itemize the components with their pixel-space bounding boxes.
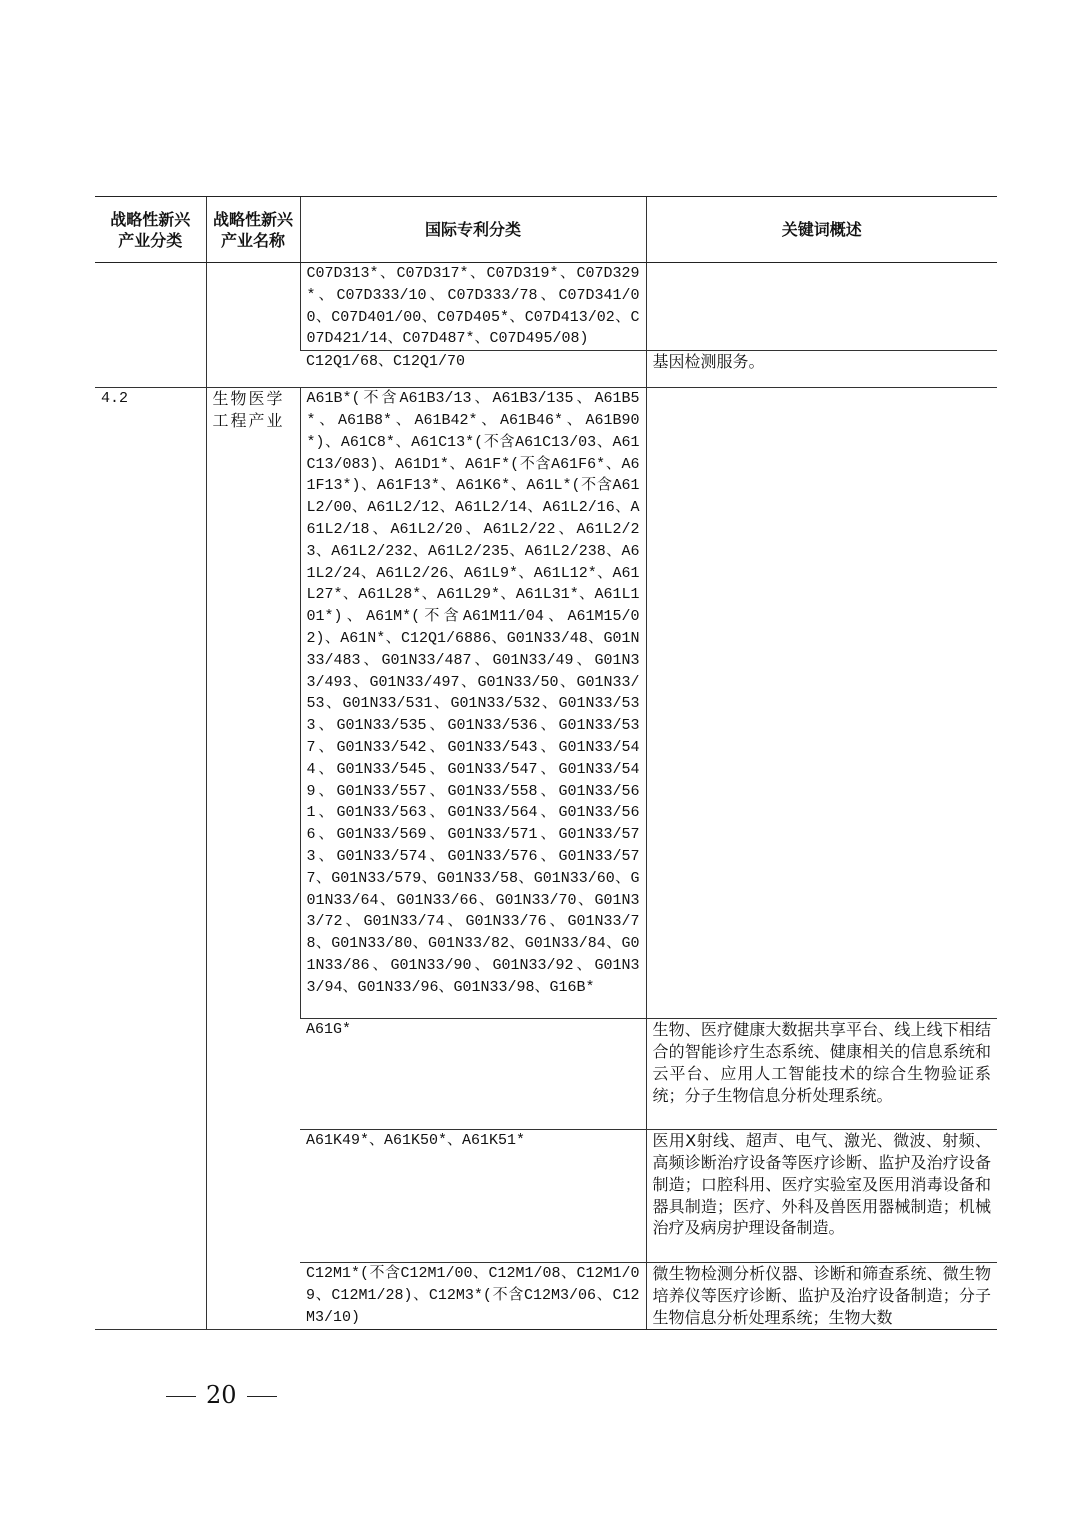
table-row [95,388,997,1019]
row-ipc-codes: C07D313*、C07D317*、C07D319*、C07D329*、C07D333/10、C07D333/78、C07D341/00、C07D401/00、C07D405*、C07D413/02、C07D421/14、C07D487*、C07D495/08) [300,263,646,351]
header-industry-name: 战略性新兴产业名称 [206,197,300,263]
row-keywords: 基因检测服务。 [646,351,997,388]
row-keywords: 医用X射线、超声、电气、激光、微波、射频、高频诊断治疗设备等医疗诊断、监护及治疗设备制造；口腔科用、医疗实验室及医用消毒设备和器具制造；医疗、外科及兽医用器械制造；机械治疗及病房护理设备制造。 [646,1130,997,1263]
row-keywords [646,263,997,351]
header-category: 战略性新兴产业分类 [95,197,206,263]
row-code [95,263,206,388]
row-ipc-codes: A61B*(不含A61B3/13、A61B3/135、A61B5*、A61B8*、A61B42*、A61B46*、A61B90*)、A61C8*、A61C13*(不含A61C13/03、A61C13/083)、A61D1*、A61F*(不含A61F6*、A61F13*)、A61F13*、A61K6*、A61L*(不含A61L2/00、A61L2/12、A61L2/14、A61L2/16、A61L2/18、A61L2/20、A61L2/22、A61L2/23、A61L2/232、A61L2/235、A61L2/238、A61L2/24、A61L2/26、A61L9*、A61L12*、A61L27*、A61L28*、A61L29*、A61L31*、A61L101*)、A61M*(不含A61M11/04、A61M15/02)、A61N*、C12Q1/6886、G01N33/48、G01N33/483、G01N33/487、G01N33/49、G01N33/493、G01N33/497、G01N33/50、G01N33/53、G01N33/531、G01N33/532、G01N33/533、G01N33/535、G01N33/536、G01N33/537、G01N33/542、G01N33/543、G01N33/544、G01N33/545、G01N33/547、G01N33/549、G01N33/557、G01N33/558、G01N33/561、G01N33/563、G01N33/564、G01N33/566、G01N33/569、G01N33/571、G01N33/573、G01N33/574、G01N33/576、G01N33/577、G01N33/579、G01N33/58、G01N33/60、G01N33/64、G01N33/66、G01N33/70、G01N33/72、G01N33/74、G01N33/76、G01N33/78、G01N33/80、G01N33/82、G01N33/84、G01N33/86、G01N33/90、G01N33/92、G01N33/94、G01N33/96、G01N33/98、G16B* [300,388,646,1019]
row-keywords: 生物、医疗健康大数据共享平台、线上线下相结合的智能诊疗生态系统、健康相关的信息系统和云平台、应用人工智能技术的综合生物验证系统；分子生物信息分析处理系统。 [646,1019,997,1130]
classification-table [95,196,997,1330]
table-header-row [95,197,997,263]
row-code: 4.2 [95,388,206,1329]
row-ipc-codes: C12Q1/68、C12Q1/70 [300,351,646,388]
row-keywords: 微生物检测分析仪器、诊断和筛查系统、微生物培养仪等医疗诊断、监护及治疗设备制造；分子生物信息分析处理系统；生物大数 [646,1263,997,1329]
row-keywords [646,388,997,1019]
page-number-value: 20 [206,1381,237,1409]
row-ipc-codes: A61K49*、A61K50*、A61K51* [300,1130,646,1263]
row-ipc-codes: C12M1*(不含C12M1/00、C12M1/08、C12M1/09、C12M1/28)、C12M3*(不含C12M3/06、C12M3/10) [300,1263,646,1329]
row-industry-name [206,263,300,388]
table-row [95,263,997,351]
header-keywords: 关键词概述 [646,197,997,263]
row-ipc-codes: A61G* [300,1019,646,1130]
row-industry-name: 生物医学工程产业 [206,388,300,1329]
dash-left [166,1396,196,1397]
page-number [156,1380,287,1410]
header-ipc: 国际专利分类 [300,197,646,263]
dash-right [247,1396,277,1397]
